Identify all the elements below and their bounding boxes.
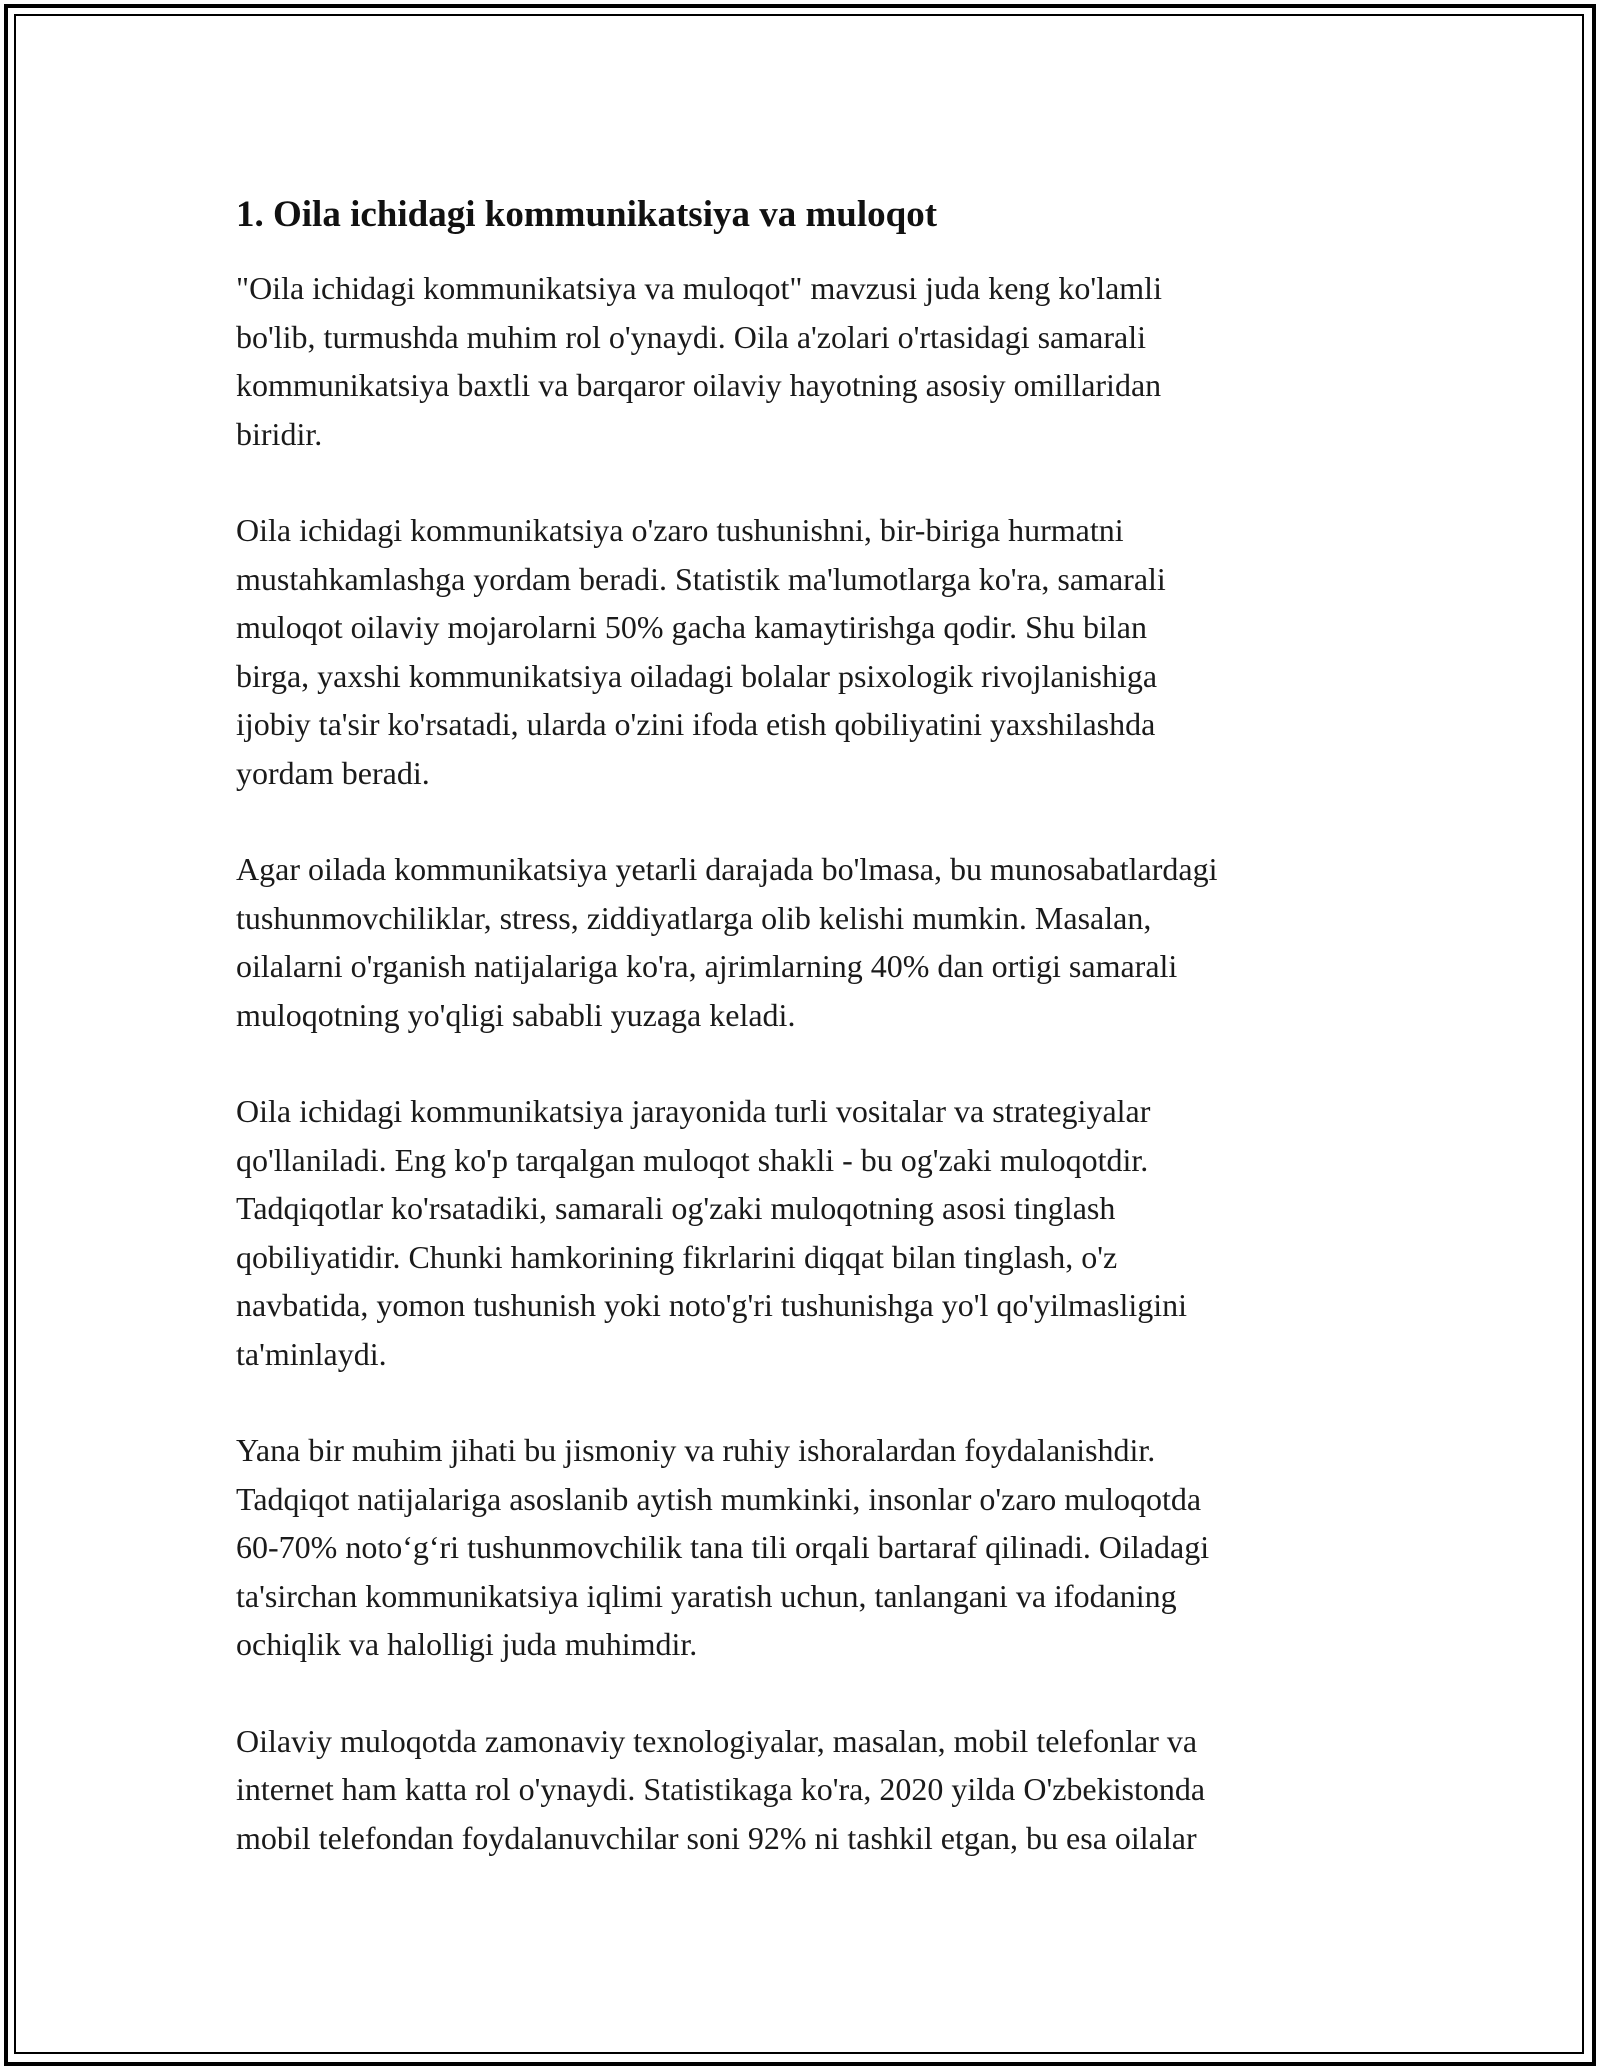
paragraph: [236, 264, 1386, 458]
text-line: yordam beradi.: [236, 754, 430, 791]
text-line: Oila ichidagi kommunikatsiya o'zaro tushunishni, bir-biriga hurmatni: [236, 512, 1124, 548]
text-line: muloqot oilaviy mojarolarni 50% gacha kamaytirishga qodir. Shu bilan: [236, 609, 1147, 645]
section-heading: 1. Oila ichidagi kommunikatsiya va muloqot: [236, 194, 938, 235]
paragraph: [236, 506, 1386, 797]
text-line: Oilaviy muloqotda zamonaviy texnologiyalar, masalan, mobil telefonlar va: [236, 1722, 1198, 1759]
text-line: mustahkamlashga yordam beradi. Statistik ma'lumotlarga ko'ra, samarali: [236, 560, 1166, 597]
text-line: kommunikatsiya baxtli va barqaror oilaviy hayotning asosiy omillaridan: [236, 367, 1162, 403]
text-line: bo'lib, turmushda muhim rol o'ynaydi. Oila a'zolari o'rtasidagi samarali: [236, 318, 1146, 355]
text-line: Oila ichidagi kommunikatsiya jarayonida turli vositalar va strategiyalar: [236, 1093, 1151, 1129]
text-line: birga, yaxshi kommunikatsiya oiladagi bolalar psixologik rivojlanishiga: [236, 657, 1158, 694]
text-line: biridir.: [236, 415, 323, 452]
text-line: muloqotning yo'qligi sababli yuzaga keladi.: [236, 996, 796, 1033]
paragraph: [236, 1717, 1386, 1863]
text-line: ta'sirchan kommunikatsiya iqlimi yaratish uchun, tanlangani va ifodaning: [236, 1577, 1177, 1614]
paragraph: [236, 1426, 1386, 1669]
text-line: navbatida, yomon tushunish yoki noto'g'ri tushunishga yo'l qo'yilmasligini: [236, 1287, 1188, 1323]
text-line: qo'llaniladi. Eng ko'p tarqalgan muloqot shakli - bu og'zaki muloqotdir.: [236, 1141, 1149, 1178]
text-line: qobiliyatidir. Chunki hamkorining fikrlarini diqqat bilan tinglash, o'z: [236, 1238, 1118, 1275]
text-line: oilalarni o'rganish natijalariga ko'ra, ajrimlarning 40% dan ortigi samarali: [236, 948, 1178, 984]
paragraph: [236, 845, 1386, 1039]
text-line: ta'minlaydi.: [236, 1335, 387, 1372]
text-line: tushunmovchiliklar, stress, ziddiyatlarga olib kelishi mumkin. Masalan,: [236, 899, 1152, 936]
text-line: Agar oilada kommunikatsiya yetarli darajada bo'lmasa, bu munosabatlardagi: [236, 851, 1218, 887]
text-line: ochiqlik va halolligi juda muhimdir.: [236, 1626, 698, 1662]
text-line: ijobiy ta'sir ko'rsatadi, ularda o'zini ifoda etish qobiliyatini yaxshilashda: [236, 706, 1156, 742]
document-body: [236, 190, 1386, 1910]
text-line: mobil telefondan foydalanuvchilar soni 92% ni tashkil etgan, bu esa oilalar: [236, 1819, 1197, 1856]
text-line: Yana bir muhim jihati bu jismoniy va ruhiy ishoralardan foydalanishdir.: [236, 1432, 1156, 1468]
text-line: Tadqiqotlar ko'rsatadiki, samarali og'zaki muloqotning asosi tinglash: [236, 1190, 1116, 1226]
text-line: internet ham katta rol o'ynaydi. Statistikaga ko'ra, 2020 yilda O'zbekistonda: [236, 1771, 1206, 1807]
text-line: Tadqiqot natijalariga asoslanib aytish mumkinki, insonlar o'zaro muloqotda: [236, 1480, 1202, 1517]
paragraph: [236, 1087, 1386, 1378]
text-line: "Oila ichidagi kommunikatsiya va muloqot" mavzusi juda keng ko'lamli: [236, 270, 1162, 306]
text-line: 60-70% noto‘g‘ri tushunmovchilik tana tili orqali bartaraf qilinadi. Oiladagi: [236, 1529, 1210, 1565]
